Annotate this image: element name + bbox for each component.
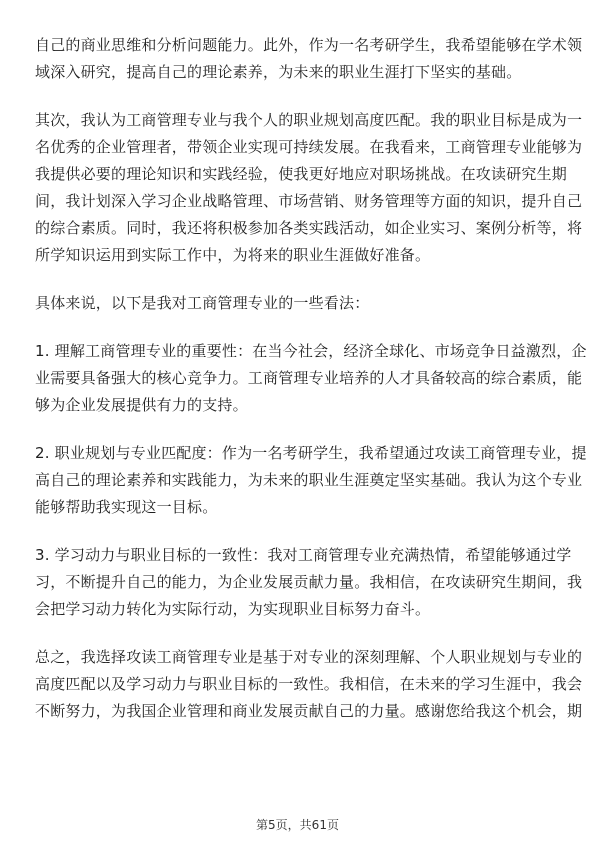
- text-line: 我提供必要的理论知识和实践经验，使我更好地应对职场挑战。在攻读研究生期: [35, 165, 568, 183]
- text-line: 的综合素质。同时，我还将积极参加各类实践活动，如企业实习、案例分析等，将: [35, 219, 583, 237]
- text-line: 所学知识运用到实际工作中，为将来的职业生涯做好准备。: [35, 246, 431, 264]
- text-line: 总之，我选择攻读工商管理专业是基于对专业的深刻理解、个人职业规划与专业的: [35, 648, 583, 666]
- text-line: 不断努力，为我国企业管理和商业发展贡献自己的力量。感谢您给我这个机会，期: [35, 702, 583, 720]
- text-line: 业需要具备强大的核心竞争力。工商管理专业培养的人才具备较高的综合素质，能: [35, 369, 583, 387]
- text-line: 会把学习动力转化为实际行动，为实现职业目标努力奋斗。: [35, 600, 431, 618]
- text-line: 够为企业发展提供有力的支持。: [35, 396, 248, 414]
- text-line: 名优秀的企业管理者，带领企业实现可持续发展。在我看来，工商管理专业能够为: [35, 138, 583, 156]
- text-line: 间，我计划深入学习企业战略管理、市场营销、财务管理等方面的知识，提升自己: [35, 192, 583, 210]
- text-line: 高度匹配以及学习动力与职业目标的一致性。我相信，在未来的学习生涯中，我会: [35, 675, 583, 693]
- text-line: 自己的商业思维和分析问题能力。此外，作为一名考研学生，我希望能够在学术领: [35, 36, 583, 54]
- text-line: 习，不断提升自己的能力，为企业发展贡献力量。我相信，在攻读研究生期间，我: [35, 573, 583, 591]
- paragraph-intro-continued: [35, 32, 583, 86]
- paragraph-views-intro: [35, 290, 560, 317]
- paragraph-conclusion: [35, 644, 583, 725]
- paragraph-point-3: [35, 542, 583, 623]
- paragraph-career-match: [35, 107, 583, 269]
- text-line: 其次，我认为工商管理专业与我个人的职业规划高度匹配。我的职业目标是成为一: [35, 111, 583, 129]
- text-line: 具体来说，以下是我对工商管理专业的一些看法：: [35, 294, 370, 312]
- text-line: 3. 学习动力与职业目标的一致性：我对工商管理专业充满热情，希望能够通过学: [35, 546, 572, 564]
- document-body: [35, 32, 587, 746]
- text-line: 能够帮助我实现这一目标。: [35, 498, 218, 516]
- paragraph-point-2: [35, 440, 587, 521]
- text-line: 高自己的理论素养和实践能力，为未来的职业生涯奠定坚实基础。我认为这个专业: [35, 471, 583, 489]
- text-line: 2. 职业规划与专业匹配度：作为一名考研学生，我希望通过攻读工商管理专业，提: [35, 444, 587, 462]
- paragraph-point-1: [35, 338, 587, 419]
- page-number-footer: 第5页，共61页: [256, 818, 339, 832]
- text-line: 1. 理解工商管理专业的重要性：在当今社会，经济全球化、市场竞争日益激烈，企: [35, 342, 587, 360]
- text-line: 域深入研究，提高自己的理论素养，为未来的职业生涯打下坚实的基础。: [35, 63, 522, 81]
